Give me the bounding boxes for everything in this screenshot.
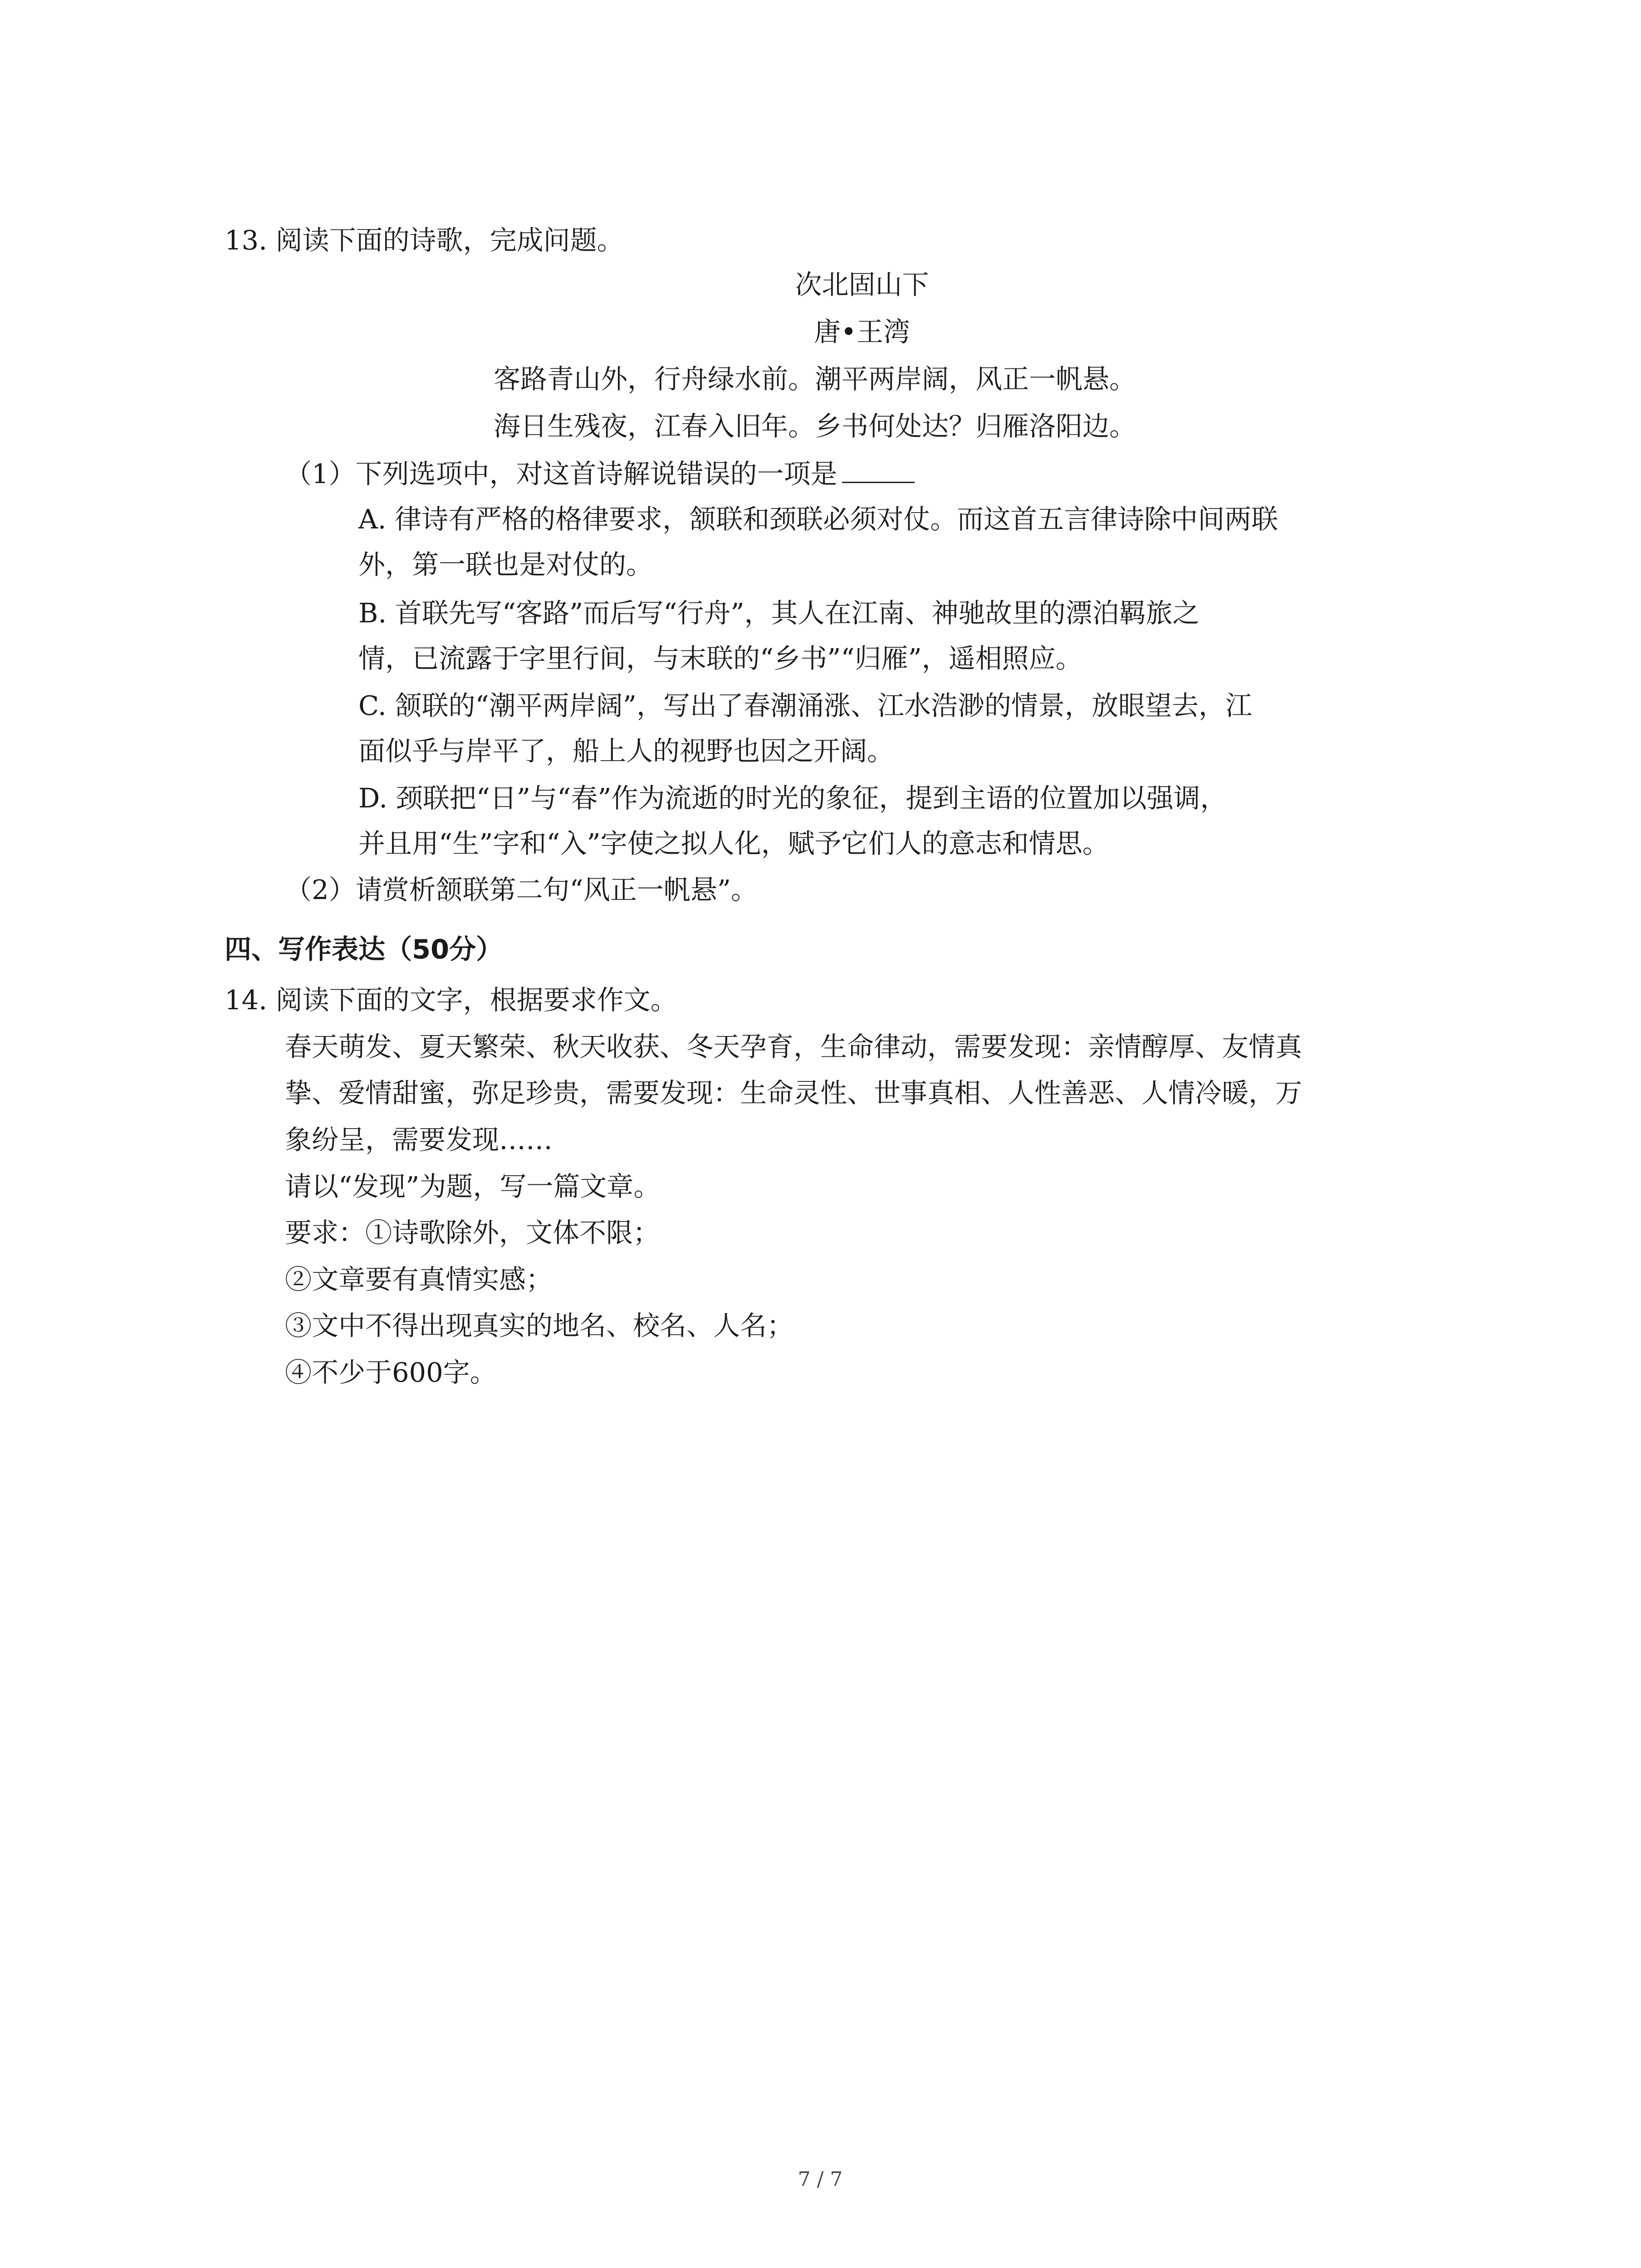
q14-paragraph-line-1: 春天萌发、夏天繁荣、秋天收获、冬天孕育，生命律动，需要发现：亲情醇厚、友情真 [285,1031,1303,1062]
q13-sub2: （2）请赏析颔联第二句“风正一帆悬”。 [285,874,758,905]
option-c-line-2: 面似乎与岸平了，船上人的视野也因之开阔。 [358,735,894,767]
q13-heading: 13. 阅读下面的诗歌，完成问题。 [225,225,624,256]
q14-requirement-2: ②文章要有真情实感； [285,1264,553,1295]
q14-requirement-4: ④不少于600字。 [285,1357,497,1388]
q14-heading: 14. 阅读下面的文字，根据要求作文。 [225,984,677,1016]
q13-sub1-text: （1）下列选项中，对这首诗解说错误的一项是 [285,458,838,489]
q13-sub1 [285,459,915,487]
option-c-line-1: C. 颔联的“潮平两岸阔”，写出了春潮涌涨、江水浩渺的情景，放眼望去，江 [358,690,1252,721]
poem-author: 唐•王湾 [814,316,910,347]
answer-blank [842,459,915,483]
option-b-line-1: B. 首联先写“客路”而后写“行舟”，其人在江南、神驰故里的漂泊羁旅之 [358,597,1200,629]
poem-line-1: 客路青山外，行舟绿水前。潮平两岸阔，风正一帆悬。 [494,363,1136,395]
q14-prompt: 请以“发现”为题，写一篇文章。 [285,1171,661,1202]
section-4-title: 四、写作表达（50分） [225,934,503,965]
poem-title: 次北固山下 [795,269,929,300]
option-b-line-2: 情，已流露于字里行间，与末联的“乡书”“归雁”，遥相照应。 [358,643,1083,674]
option-a-line-1: A. 律诗有严格的格律要求，颔联和颈联必须对仗。而这首五言律诗除中间两联 [358,503,1279,535]
poem-line-2: 海日生残夜，江春入旧年。乡书何处达？归雁洛阳边。 [494,411,1136,442]
q14-requirement-3: ③文中不得出现真实的地名、校名、人名； [285,1310,794,1341]
q14-paragraph-line-3: 象纷呈，需要发现…… [285,1124,553,1155]
option-d-line-1: D. 颈联把“日”与“春”作为流逝的时光的象征，提到主语的位置加以强调， [358,782,1227,814]
page-number: 7 / 7 [798,2168,843,2191]
option-a-line-2: 外，第一联也是对仗的。 [358,549,653,580]
q14-requirement-1: 要求：①诗歌除外，文体不限； [285,1217,660,1248]
option-d-line-2: 并且用“生”字和“入”字使之拟人化，赋予它们人的意志和情思。 [358,828,1109,859]
q14-paragraph-line-2: 挚、爱情甜蜜，弥足珍贵，需要发现：生命灵性、世事真相、人性善恶、人情冷暖，万 [285,1077,1303,1109]
